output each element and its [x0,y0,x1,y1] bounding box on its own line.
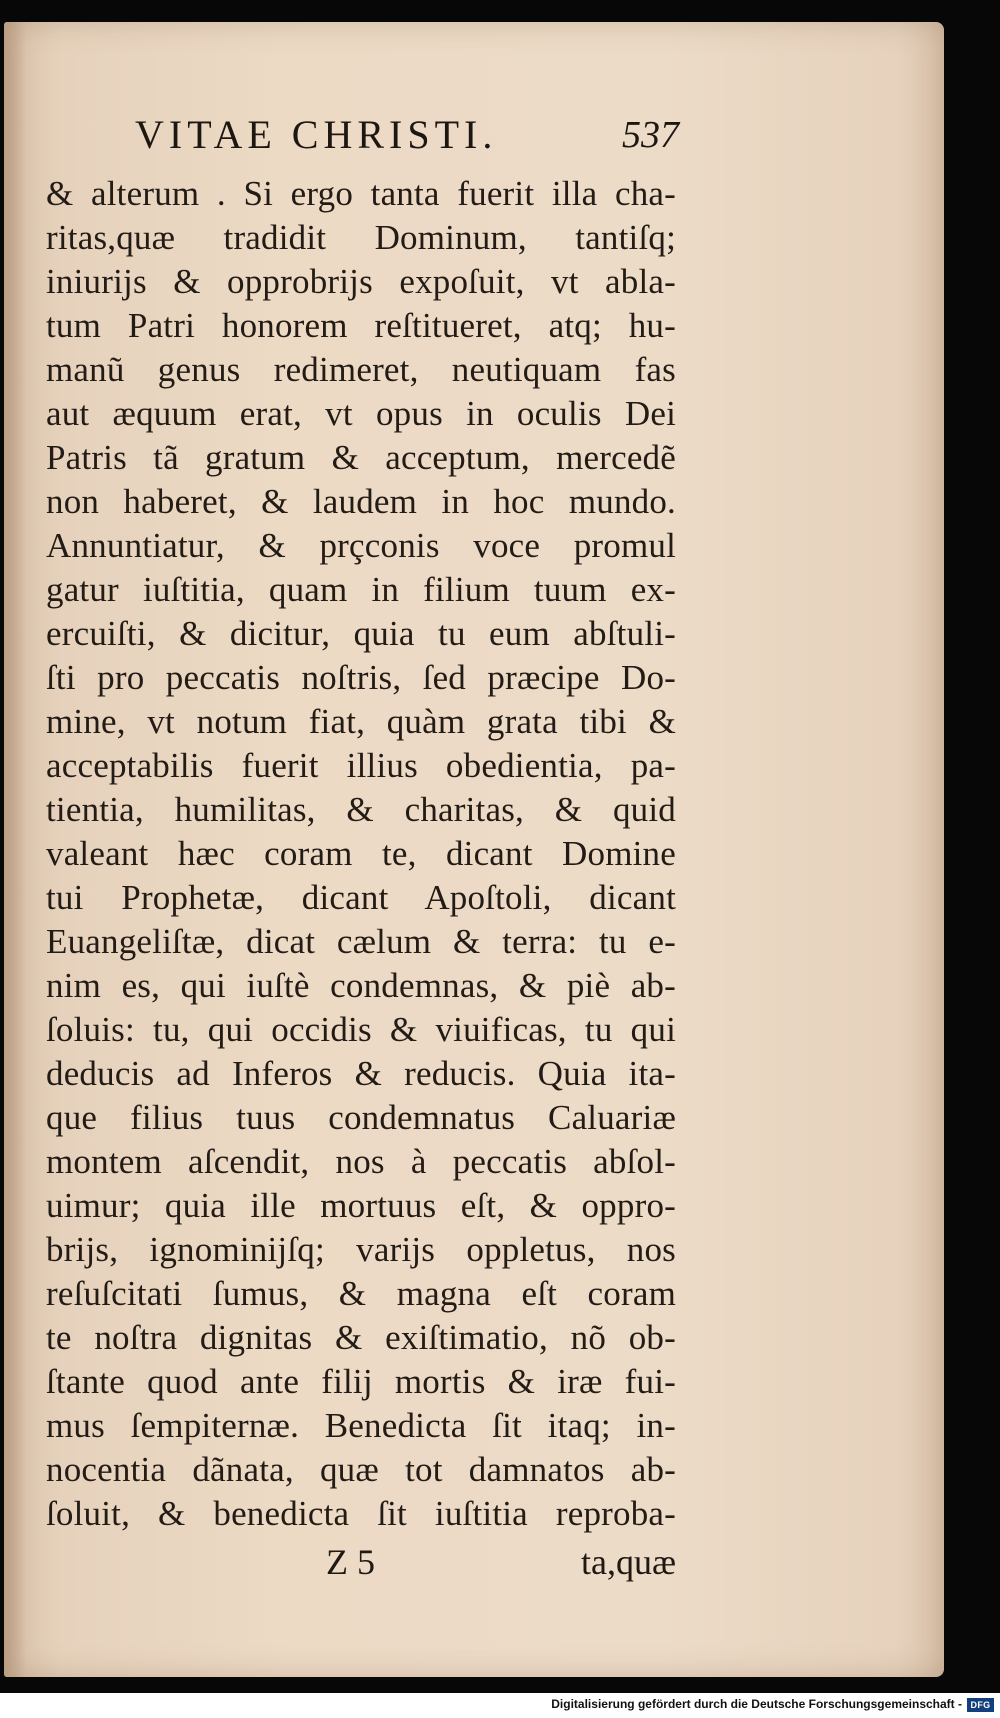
text-line: Euangeliſtæ, dicat cælum & terra: tu e- [46,922,676,961]
text-line: nim es, qui iuſtè condemnas, & piè ab- [46,966,676,1005]
text-line: ritas,quæ tradidit Dominum, tantiſq; [46,218,676,257]
text-line: non haberet, & laudem in hoc mundo. [46,482,676,521]
paper-page [4,22,944,1677]
text-line: mine, vt notum fiat, quàm grata tibi & [46,702,676,741]
text-line: ſti pro peccatis noſtris, ſed præcipe Do- [46,658,676,697]
text-line: manũ genus redimeret, neutiquam fas [46,350,676,389]
signature-mark: Z 5 [326,1542,375,1582]
text-line: ſtante quod ante filij mortis & iræ fui- [46,1362,676,1401]
catchword: ta,quæ [581,1542,676,1582]
text-line: mus ſempiternæ. Benedicta ſit itaq; in- [46,1406,676,1445]
text-line: que filius tuus condemnatus Caluariæ [46,1098,676,1137]
page-number: 537 [622,114,679,156]
text-line: tui Prophetæ, dicant Apoſtoli, dicant [46,878,676,917]
digitization-credit-text: Digitalisierung gefördert durch die Deutsche Forschungsgemeinschaft - [551,1697,962,1711]
text-line: te noſtra dignitas & exiſtimatio, nõ ob- [46,1318,676,1357]
digitization-credit-bar [0,1693,1000,1718]
running-title: VITAE CHRISTI. [135,112,498,157]
text-line: valeant hæc coram te, dicant Domine [46,834,676,873]
text-line: aut æquum erat, vt opus in oculis Dei [46,394,676,433]
text-line: & alterum . Si ergo tanta fuerit illa cha- [46,174,676,213]
text-line: Patris tã gratum & acceptum, mercedẽ [46,438,676,477]
text-line: ſoluis: tu, qui occidis & viuificas, tu qui [46,1010,676,1049]
text-line: ercuiſti, & dicitur, quia tu eum abſtuli- [46,614,676,653]
page-gutter-shadow [4,22,26,1677]
text-line: montem aſcendit, nos à peccatis abſol- [46,1142,676,1181]
text-line: Annuntiatur, & prçconis voce promul [46,526,676,565]
text-line: acceptabilis fuerit illius obedientia, pa- [46,746,676,785]
text-line: ſoluit, & benedicta ſit iuſtitia reproba- [46,1494,676,1533]
text-line: iniurijs & opprobrijs expoſuit, vt abla- [46,262,676,301]
page-header [129,104,679,166]
text-line: tum Patri honorem reſtitueret, atq; hu- [46,306,676,345]
text-line: uimur; quia ille mortuus eſt, & oppro- [46,1186,676,1225]
text-line: reſuſcitati ſumus, & magna eſt coram [46,1274,676,1313]
text-line: nocentia dãnata, quæ tot damnatos ab- [46,1450,676,1489]
text-line: brijs, ignominijſq; varijs oppletus, nos [46,1230,676,1269]
body-text [46,172,676,1536]
text-line: tientia, humilitas, & charitas, & quid [46,790,676,829]
text-line: deducis ad Inferos & reducis. Quia ita- [46,1054,676,1093]
dfg-logo-icon: DFG [967,1698,994,1712]
page-footer [46,1539,676,1585]
text-line: gatur iuſtitia, quam in filium tuum ex- [46,570,676,609]
